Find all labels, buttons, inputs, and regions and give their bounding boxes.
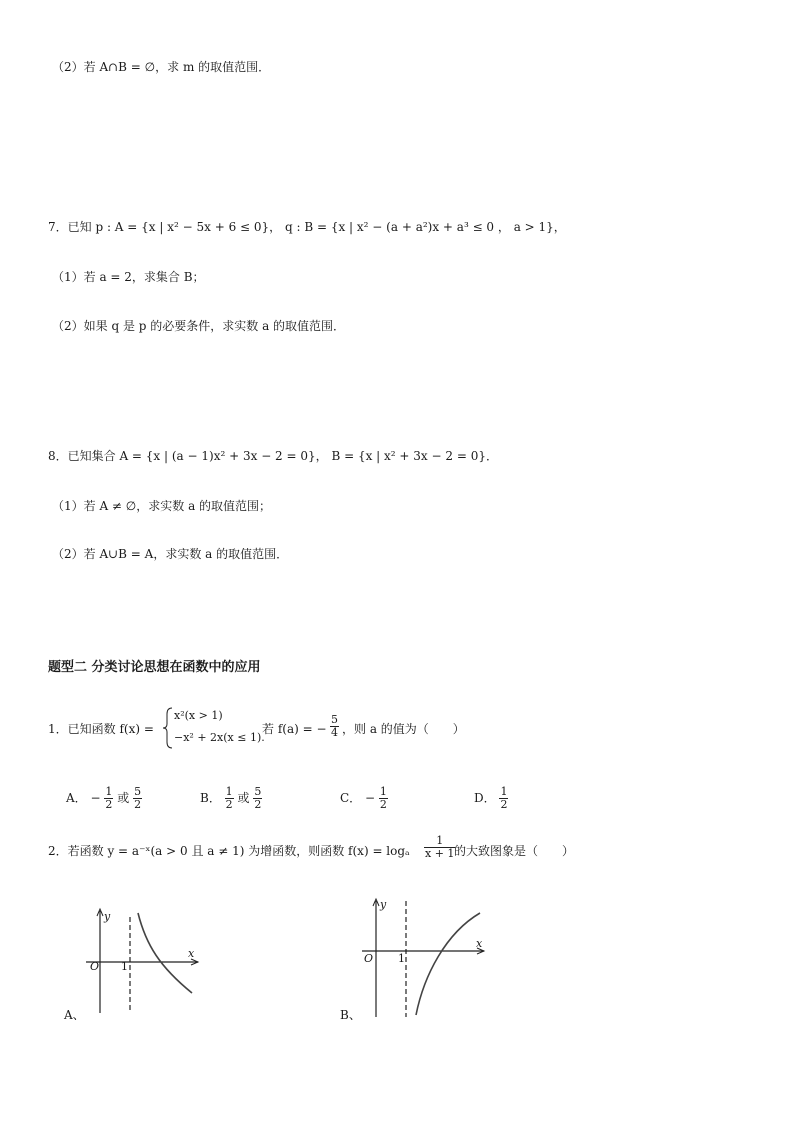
p1-frac-den: 4 <box>331 726 338 739</box>
graph-b-y-label: y <box>380 898 387 911</box>
q7-stem: 7．已知 p : A = {x | x² − 5x + 6 ≤ 0}， q : B = {x | x² − (a + a²)x + a³ ≤ 0 ， a > 1}， <box>48 220 566 234</box>
option-d-label: D． <box>474 791 496 805</box>
option-a-frac1: $\frac{1}{2}$ <box>105 785 113 811</box>
graph-a-x-label: x <box>188 947 195 960</box>
option-b-frac2: $\frac{5}{2}$ <box>254 785 262 811</box>
graph-a-y-label: y <box>104 910 111 923</box>
option-a-frac2: $\frac{5}{2}$ <box>134 785 142 811</box>
graph-a-curve <box>138 913 195 993</box>
p1-case2: −x² + 2x(x ≤ 1). <box>174 731 265 744</box>
q7-part1: （1）若 a = 2，求集合 B； <box>52 270 205 284</box>
p2-frac-den: x + 1 <box>425 847 455 860</box>
graph-a-one: 1 <box>121 960 128 973</box>
graph-a[interactable] <box>80 905 210 1015</box>
option-c-frac: $\frac{1}{2}$ <box>379 785 387 811</box>
p2-suffix: 的大致图象是（ ） <box>454 844 575 858</box>
p2-prefix: 2．若函数 y = a⁻ˣ(a > 0 且 a ≠ 1) 为增函数，则函数 f(x) = logₐ <box>48 844 410 858</box>
option-b-or: 或 <box>237 791 250 805</box>
option-d[interactable] <box>474 786 508 811</box>
q8-part2: （2）若 A∪B = A，求实数 a 的取值范围． <box>52 547 289 561</box>
p2-frac-num: 1 <box>424 835 455 848</box>
p1-frac-num: 5 <box>331 713 338 726</box>
q7-part2: （2）如果 q 是 p 的必要条件，求实数 a 的取值范围． <box>52 319 346 333</box>
p1-mid: 若 f(a) = − <box>262 722 327 736</box>
option-d-frac: $\frac{1}{2}$ <box>500 785 508 811</box>
section-heading: 题型二 分类讨论思想在函数中的应用 <box>48 660 261 675</box>
option-a-sign: − <box>90 791 101 805</box>
graph-a-origin: O <box>90 960 100 973</box>
graph-b-x-label: x <box>476 937 483 950</box>
q8-part1: （1）若 A ≠ ∅，求实数 a 的取值范围； <box>52 499 272 513</box>
option-c[interactable] <box>340 786 388 811</box>
graph-b-origin: O <box>364 952 374 965</box>
p1-stem <box>48 720 154 738</box>
option-a-or: 或 <box>117 791 130 805</box>
option-b[interactable] <box>200 786 262 811</box>
option-b-frac1: $\frac{1}{2}$ <box>225 785 233 811</box>
option-a[interactable] <box>66 786 142 811</box>
q6-part2: （2）若 A∩B = ∅，求 m 的取值范围． <box>52 60 271 74</box>
q8-stem: 8．已知集合 A = {x | (a − 1)x² + 3x − 2 = 0}， B = {x | x² + 3x − 2 = 0}． <box>48 449 498 463</box>
option-a-label: A． <box>66 791 87 805</box>
p1-prefix: 1．已知函数 f(x) = <box>48 722 154 736</box>
option-b-label: B． <box>200 791 221 805</box>
p1-condition <box>262 720 327 738</box>
graph-b[interactable] <box>358 895 488 1020</box>
p1-brace <box>162 706 174 750</box>
p1-suffix: ，则 a 的值为（ ） <box>342 722 465 736</box>
p2-fraction <box>424 835 455 860</box>
graph-b-one: 1 <box>398 952 405 965</box>
option-c-label: C． <box>340 791 362 805</box>
option-c-sign: − <box>365 791 376 805</box>
graph-a-label: A、 <box>64 1008 85 1022</box>
graph-b-label: B、 <box>340 1008 361 1022</box>
p1-fraction <box>330 714 339 739</box>
p1-case1: x²(x > 1) <box>174 709 223 722</box>
graph-b-curve <box>416 913 483 1015</box>
